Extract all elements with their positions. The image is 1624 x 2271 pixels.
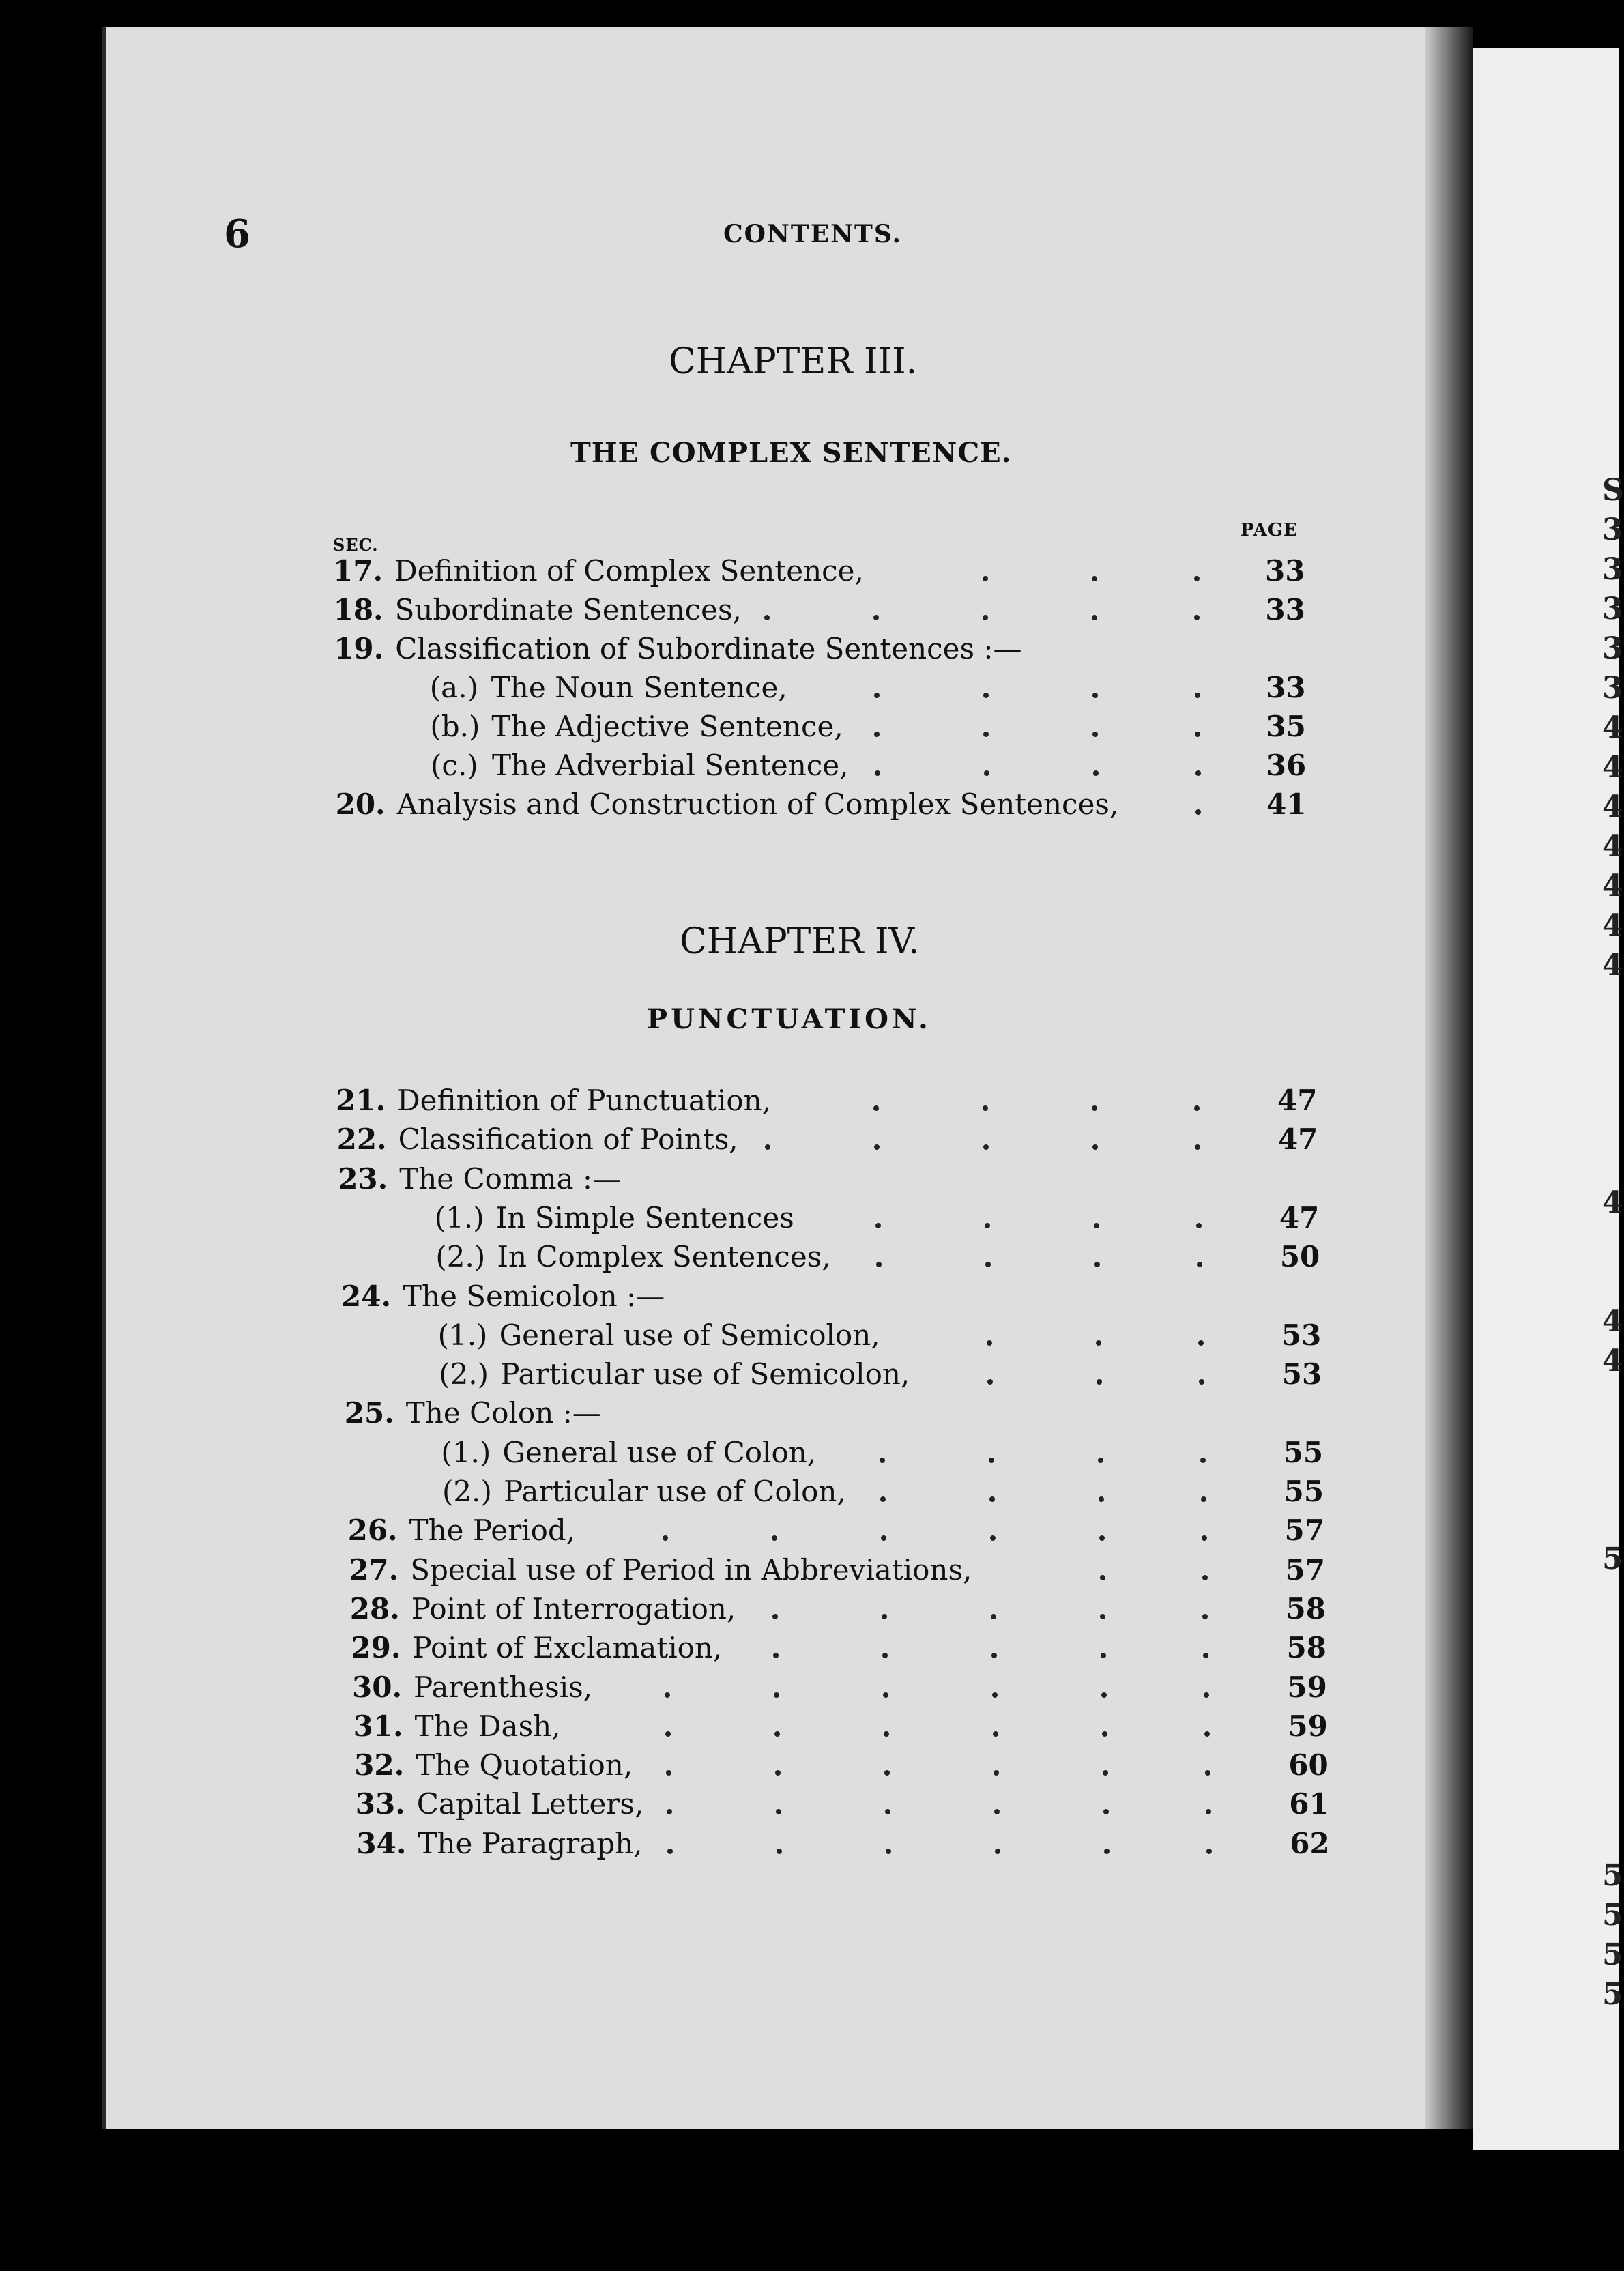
toc-entry [0,1123,1365,1161]
page-ref: 33 [1265,554,1305,588]
entry-title: Definition of Complex Sentence, [394,554,864,588]
subsection-label: (2.) [439,1357,489,1391]
leader-dot [1196,1223,1202,1228]
adjacent-page-number: 3 [1602,512,1623,547]
toc-entry [0,1318,1365,1357]
toc-entry [0,787,1365,826]
page-column-label: PAGE [1241,520,1298,540]
section-number: 21. [336,1084,386,1117]
leader-dot [880,1496,886,1502]
adjacent-page-number [1602,1025,1624,1065]
page-ref: 57 [1285,1552,1325,1587]
subsection-label: (1.) [434,1200,484,1234]
adjacent-page-number [1602,1223,1624,1262]
entry-title: The Quotation, [416,1748,633,1782]
entry-title: The Comma :— [399,1161,622,1196]
adjacent-page-number [1602,1500,1624,1539]
page-ref: 61 [1289,1787,1329,1821]
section-number: 23. [338,1161,388,1196]
toc-entry [0,1553,1365,1591]
section-number: 33. [355,1787,405,1821]
page-ref: 55 [1283,1435,1324,1469]
entry-title: Capital Letters, [416,1787,644,1821]
chapter-4-title: CHAPTER IV. [680,921,920,962]
adjacent-page-number: 4 [1602,908,1623,943]
adjacent-page-number [1602,1698,1624,1737]
leader-dot [1194,1105,1200,1111]
leader-dot [1096,1340,1101,1346]
toc-entry [0,1396,1365,1434]
adjacent-page-number: 5 [1602,1898,1623,1933]
entry-title: Point of Interrogation, [411,1591,736,1625]
entry-title: The Noun Sentence, [491,671,787,704]
leader-dot [663,1535,668,1541]
entry-title: Parenthesis, [414,1670,593,1704]
page-ref: 58 [1286,1591,1326,1625]
leader-dot [1093,770,1099,776]
entry-title: Point of Exclamation, [412,1631,723,1665]
entry-title: The Adjective Sentence, [491,710,843,743]
adjacent-page-number [1602,1579,1624,1619]
chapter-3-subtitle: THE COMPLEX SENTENCE. [570,437,1012,469]
leader-dot [1195,770,1201,776]
adjacent-page-number: 4 [1602,710,1623,745]
entry-title: Special use of Period in Abbreviations, [410,1552,972,1587]
subsection-label: (2.) [435,1240,486,1274]
adjacent-page-number [1602,1381,1624,1421]
leader-dot [1101,1692,1107,1698]
entry-title: The Paragraph, [418,1826,643,1860]
page-ref: 50 [1279,1240,1320,1274]
subsection-label: (1.) [441,1435,491,1469]
toc-entry [0,710,1365,748]
page-ref: 47 [1277,1084,1318,1117]
entry-title: In Simple Sentences [495,1200,794,1234]
section-number: 32. [354,1748,405,1782]
adjacent-page-number: 5 [1602,1977,1623,2012]
leader-dot [1099,1496,1104,1502]
subsection-label: (1.) [437,1318,488,1352]
leader-dot [990,1535,996,1541]
entry-title: General use of Semicolon, [499,1318,880,1352]
entry-title: The Period, [409,1514,576,1548]
adjacent-page-number [1602,1619,1624,1658]
toc-entry [0,1084,1365,1122]
section-number: 34. [356,1826,407,1860]
leader-dot [1200,1458,1206,1463]
adjacent-page-number: 3 [1602,671,1623,706]
leader-dot [1197,1262,1202,1267]
leader-dot [985,1223,990,1228]
page-ref: 55 [1284,1475,1324,1508]
adjacent-page-number [1602,1737,1624,1777]
leader-dot [1202,1575,1208,1580]
leader-dot [777,1849,782,1854]
leader-dot [880,1458,885,1463]
page-ref: 47 [1277,1123,1318,1157]
toc-entry [0,1240,1365,1278]
entry-title: Definition of Punctuation, [397,1084,772,1117]
entry-title: The Semicolon :— [403,1279,665,1313]
toc-entry [0,1670,1365,1709]
gutter-shadow [1425,27,1473,2129]
adjacent-page-number: 3 [1602,631,1623,666]
entry-title: Particular use of Colon, [504,1475,846,1508]
page-ref: 53 [1281,1318,1322,1352]
adjacent-page-number [1602,985,1624,1025]
adjacent-page-number [1602,1065,1624,1104]
toc-entry [0,1357,1365,1395]
adjacent-page-number: 4 [1602,1344,1623,1378]
subsection-label: (c.) [431,749,478,782]
leader-dot [1097,1379,1102,1385]
leader-dot [1194,576,1200,581]
chapter-4-subtitle: PUNCTUATION. [647,1003,931,1035]
adjacent-page-number: 5 [1602,1858,1623,1893]
leader-dot [1099,1535,1105,1541]
page-ref: 57 [1284,1514,1324,1548]
leader-dot [883,1692,888,1698]
adjacent-page-number: 4 [1602,750,1623,785]
page-ref: 60 [1288,1748,1329,1782]
section-number: 25. [344,1396,394,1430]
leader-dot [989,1458,994,1463]
leader-dot [983,576,988,581]
page-ref: 58 [1286,1631,1326,1665]
leader-dot [876,1262,882,1267]
subsection-label: (a.) [429,671,478,704]
leader-dot [873,1105,879,1111]
adjacent-page-number [1602,1658,1624,1698]
adjacent-page-number: 5 [1602,1542,1623,1576]
leader-dot [983,1105,988,1111]
subsection-label: (2.) [442,1475,492,1508]
leader-dot [1198,1340,1204,1346]
entry-title: The Colon :— [405,1396,601,1430]
leader-dot [1092,576,1097,581]
leader-dot [1094,1223,1099,1228]
page-ref: 62 [1290,1826,1330,1860]
leader-dot [772,1535,777,1541]
leader-dot [995,1849,1000,1854]
section-number: 20. [335,787,386,821]
leader-dot [1204,1692,1209,1698]
section-number: 29. [351,1631,401,1665]
section-number: 26. [347,1514,398,1548]
toc-entry [0,1748,1365,1787]
page-ref: 53 [1281,1357,1322,1391]
leader-dot [1104,1849,1110,1854]
section-number: 18. [333,593,383,626]
entry-title: General use of Colon, [502,1435,817,1469]
entry-title: Classification of Subordinate Sentences :— [395,632,1022,665]
adjacent-page-number: 4 [1602,1185,1623,1220]
toc-entry [0,632,1365,670]
leader-dot [875,770,880,776]
page-number: 6 [224,212,250,257]
leader-dot [985,1262,991,1267]
adjacent-page-number [1602,1104,1624,1144]
page-ref: 36 [1266,749,1307,782]
adjacent-page-number [1602,1262,1624,1302]
leader-dot [987,1340,992,1346]
leader-dot [1092,1105,1097,1111]
toc-entry [0,1514,1365,1552]
adjacent-page-edge [1473,48,1624,2150]
toc-entry [0,1279,1365,1318]
section-number: 30. [352,1670,403,1704]
leader-dot [1206,1849,1212,1854]
page-ref: 35 [1266,710,1306,743]
adjacent-page-number: 4 [1602,869,1623,903]
page-ref: 41 [1266,787,1307,821]
toc-entry [0,749,1365,787]
adjacent-page-number: 5 [1602,1937,1623,1972]
page-ref: 59 [1287,1670,1327,1704]
entry-title: Classification of Points, [398,1123,738,1157]
entry-title: The Adverbial Sentence, [492,749,849,782]
toc-entry [0,1201,1365,1239]
entry-title: Analysis and Construction of Complex Sentences, [396,787,1119,821]
leader-dot [989,1496,995,1502]
leader-dot [1199,1379,1204,1385]
toc-entry [0,671,1365,709]
toc-entry [0,1631,1365,1669]
leader-dot [992,1692,998,1698]
leader-dot [1098,1458,1103,1463]
section-number: 28. [349,1591,400,1625]
adjacent-page-number: 4 [1602,829,1623,864]
chapter-3-title: CHAPTER III. [669,341,918,382]
sec-column-label: SEC. [333,535,379,555]
toc-entry [0,1592,1365,1630]
toc-entry [0,1709,1365,1748]
adjacent-page-number [1602,1421,1624,1460]
running-head: CONTENTS. [723,220,903,248]
leader-dot [984,770,989,776]
toc-entry [0,1162,1365,1200]
leader-dot [1094,1262,1100,1267]
page-ref: 59 [1288,1709,1328,1743]
leader-dot [665,1692,670,1698]
toc-entry [0,554,1365,592]
adjacent-page-number: 3 [1602,592,1623,626]
leader-dot [1100,1575,1105,1580]
entry-title: The Dash, [414,1709,561,1743]
adjacent-page-number [1602,1817,1624,1856]
leader-dot [875,1223,881,1228]
toc-entry [0,1827,1365,1865]
adjacent-page-number [1602,1144,1624,1183]
page-ref: 33 [1266,671,1306,704]
entry-title: Particular use of Semicolon, [500,1357,910,1391]
toc-entry [0,1475,1365,1513]
toc-entry [0,1787,1365,1825]
leader-dot [667,1849,673,1854]
page-ref: 33 [1265,593,1305,626]
section-number: 17. [333,554,383,588]
adjacent-page-numbers [1602,471,1624,2014]
leader-dot [987,1379,993,1385]
adjacent-page-number [1602,1460,1624,1500]
leader-dot [886,1849,891,1854]
section-number: 19. [334,632,384,665]
entry-title: In Complex Sentences, [497,1240,831,1274]
entry-title: Subordinate Sentences, [394,593,742,626]
section-number: 22. [336,1123,387,1157]
toc-entry [0,593,1365,631]
page-ref: 47 [1279,1200,1320,1234]
adjacent-page-number: 4 [1602,948,1623,983]
section-number: 27. [349,1552,399,1587]
subsection-label: (b.) [430,710,480,743]
section-number: 24. [341,1279,392,1313]
leader-dot [774,1692,779,1698]
leader-dot [1202,1535,1207,1541]
adjacent-page-number [1602,1777,1624,1817]
adjacent-page-number: S [1602,473,1624,508]
adjacent-page-number: 4 [1602,1304,1623,1339]
section-number: 31. [353,1709,403,1743]
toc-entry [0,1436,1365,1474]
leader-dot [1201,1496,1206,1502]
adjacent-page-number: 4 [1602,790,1623,824]
adjacent-page-number: 3 [1602,552,1623,587]
leader-dot [881,1535,886,1541]
